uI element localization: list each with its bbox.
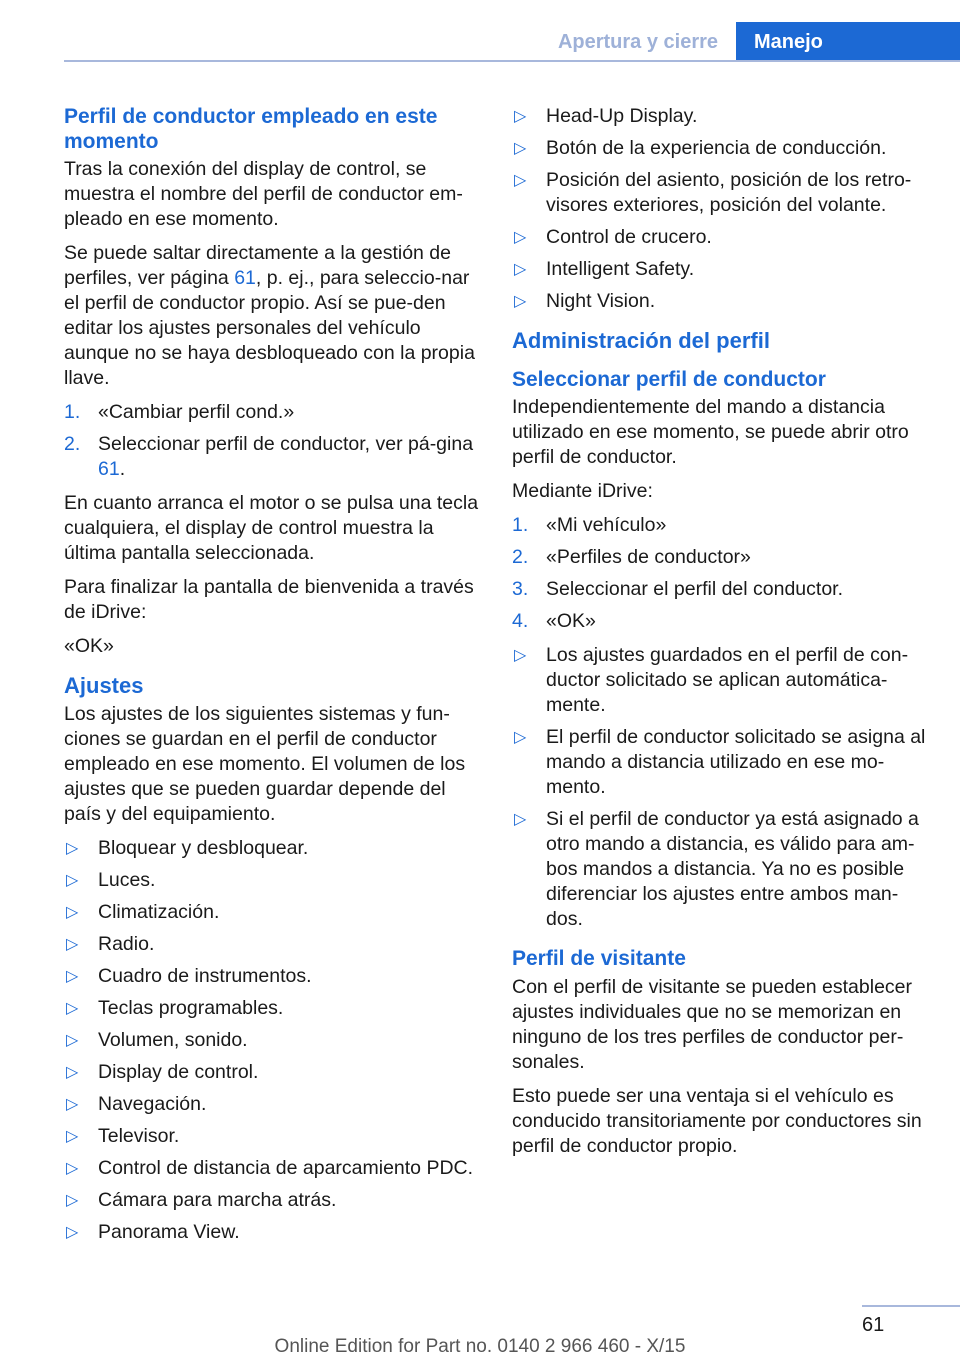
numbered-list [64, 400, 482, 482]
list-item: ▷ Botón de la experiencia de conducción. [514, 137, 887, 159]
triangle-bullet-icon: ▷ [514, 647, 527, 664]
section-title-current-profile: Perfil de conductor empleado en este momento [64, 105, 438, 153]
list-item: ▷ Si el perfil de conductor ya está asignado a otro mando a distancia, es válido para am-bos mandos a distancia. Ya no es posible diferenciar los ajustes entre ambos man-dos. [514, 808, 919, 930]
page-number: 61 [862, 1314, 885, 1336]
triangle-bullet-icon: ▷ [66, 936, 79, 953]
page-link[interactable]: 61 [98, 458, 120, 480]
settings-list-continued [512, 104, 932, 314]
list-item: 2. Seleccionar perfil de conductor, ver pá-gina 61. [64, 433, 474, 480]
paragraph: Con el perfil de visitante se pueden establecer ajustes individuales que no se memorizan en ninguno de los tres perfiles de conductor per-sonales. [512, 976, 912, 1073]
header-divider [64, 60, 960, 62]
list-item: ▷ Bloquear y desbloquear. [66, 837, 309, 859]
list-item: ▷ Volumen, sonido. [66, 1029, 248, 1051]
triangle-bullet-icon: ▷ [66, 968, 79, 985]
list-item: ▷ Night Vision. [514, 290, 656, 312]
tab-manejo[interactable]: Manejo [736, 22, 960, 62]
list-item: ▷ Intelligent Safety. [514, 258, 695, 280]
triangle-bullet-icon: ▷ [514, 261, 527, 278]
triangle-bullet-icon: ▷ [66, 1160, 79, 1177]
list-number: 4. [512, 610, 529, 632]
page-link[interactable]: 61 [234, 267, 256, 289]
paragraph: En cuanto arranca el motor o se pulsa una tecla cualquiera, el display de control muestra la última pantalla seleccionada. [64, 492, 479, 564]
triangle-bullet-icon: ▷ [66, 1064, 79, 1081]
triangle-bullet-icon: ▷ [66, 1224, 79, 1241]
numbered-list [512, 513, 932, 634]
section-title-seleccionar: Seleccionar perfil de conductor [512, 368, 826, 391]
paragraph-with-link: Se puede saltar directamente a la gestión de perfiles, ver página 61, p. ej., para seleccio-nar el perfil de conductor propio. Así se pue-den editar los ajustes personales del vehículo aunque no se haya desbloqueado con la propia llave. [64, 242, 475, 389]
triangle-bullet-icon: ▷ [66, 1192, 79, 1209]
section-title-administracion: Administración del perfil [512, 328, 770, 353]
list-item: ▷ Head-Up Display. [514, 105, 698, 127]
paragraph: Esto puede ser una ventaja si el vehículo es conducido transitoriamente por conductores sin perfil de conductor propio. [512, 1085, 922, 1157]
list-item: ▷ Panorama View. [66, 1221, 240, 1243]
list-item: ▷ Control de distancia de aparcamiento PDC. [66, 1157, 474, 1179]
list-number: 1. [64, 401, 81, 423]
list-item: 2. «Perfiles de conductor» [512, 546, 751, 568]
list-item: ▷ Cuadro de instrumentos. [66, 965, 312, 987]
list-number: 3. [512, 578, 529, 600]
list-item: 1. «Mi vehículo» [512, 514, 667, 536]
triangle-bullet-icon: ▷ [66, 840, 79, 857]
triangle-bullet-icon: ▷ [514, 729, 527, 746]
list-item: ▷ Cámara para marcha atrás. [66, 1189, 337, 1211]
footer-divider [862, 1305, 960, 1307]
list-number: 2. [512, 546, 529, 568]
paragraph: «OK» [64, 635, 114, 657]
list-item: 1. «Cambiar perfil cond.» [64, 401, 295, 423]
list-number: 1. [512, 514, 529, 536]
triangle-bullet-icon: ▷ [66, 1096, 79, 1113]
triangle-bullet-icon: ▷ [514, 172, 527, 189]
triangle-bullet-icon: ▷ [66, 872, 79, 889]
list-item: ▷ Luces. [66, 869, 156, 891]
list-item: ▷ Teclas programables. [66, 997, 284, 1019]
triangle-bullet-icon: ▷ [514, 811, 527, 828]
page-header [0, 0, 960, 62]
list-item: ▷ Control de crucero. [514, 226, 712, 248]
paragraph: Los ajustes de los siguientes sistemas y fun-ciones se guardan en el perfil de conductor empleado en ese momento. El volumen de los ajustes que se pueden guardar depende del país y del equipamiento. [64, 703, 466, 825]
triangle-bullet-icon: ▷ [514, 108, 527, 125]
left-column [64, 104, 482, 1254]
paragraph: Tras la conexión del display de control, se muestra el nombre del perfil de conductor em-pleado en ese momento. [64, 158, 463, 230]
right-column [512, 104, 932, 1168]
triangle-bullet-icon: ▷ [66, 1000, 79, 1017]
list-number: 2. [64, 433, 81, 455]
triangle-bullet-icon: ▷ [514, 140, 527, 157]
triangle-bullet-icon: ▷ [514, 229, 527, 246]
list-item: 3. Seleccionar el perfil del conductor. [512, 578, 844, 600]
tab-apertura-y-cierre[interactable]: Apertura y cierre [557, 31, 719, 53]
edition-note: Online Edition for Part no. 0140 2 966 460 - X/15 [274, 1336, 686, 1357]
list-item: 4. «OK» [512, 610, 596, 632]
list-item: ▷ Radio. [66, 933, 155, 955]
list-item: ▷ Navegación. [66, 1093, 207, 1115]
list-item: ▷ Posición del asiento, posición de los retro-visores exteriores, posición del volante. [514, 169, 912, 216]
triangle-bullet-icon: ▷ [66, 1032, 79, 1049]
section-title-ajustes: Ajustes [64, 673, 144, 698]
notes-list [512, 643, 932, 932]
list-item: ▷ Los ajustes guardados en el perfil de con-ductor solicitado se aplican automática-mente. [514, 644, 909, 716]
list-item: ▷ El perfil de conductor solicitado se asigna al mando a distancia utilizado en ese mo-mento. [514, 726, 926, 798]
triangle-bullet-icon: ▷ [66, 1128, 79, 1145]
paragraph: Independientemente del mando a distancia utilizado en ese momento, se puede abrir otro perfil de conductor. [512, 396, 909, 468]
list-item: ▷ Televisor. [66, 1125, 180, 1147]
paragraph: Mediante iDrive: [512, 480, 653, 502]
triangle-bullet-icon: ▷ [514, 293, 527, 310]
list-item: ▷ Display de control. [66, 1061, 259, 1083]
paragraph: Para finalizar la pantalla de bienvenida a través de iDrive: [64, 576, 474, 623]
list-item: ▷ Climatización. [66, 901, 220, 923]
settings-list [64, 836, 482, 1245]
triangle-bullet-icon: ▷ [66, 904, 79, 921]
section-title-visitante: Perfil de visitante [512, 947, 686, 970]
